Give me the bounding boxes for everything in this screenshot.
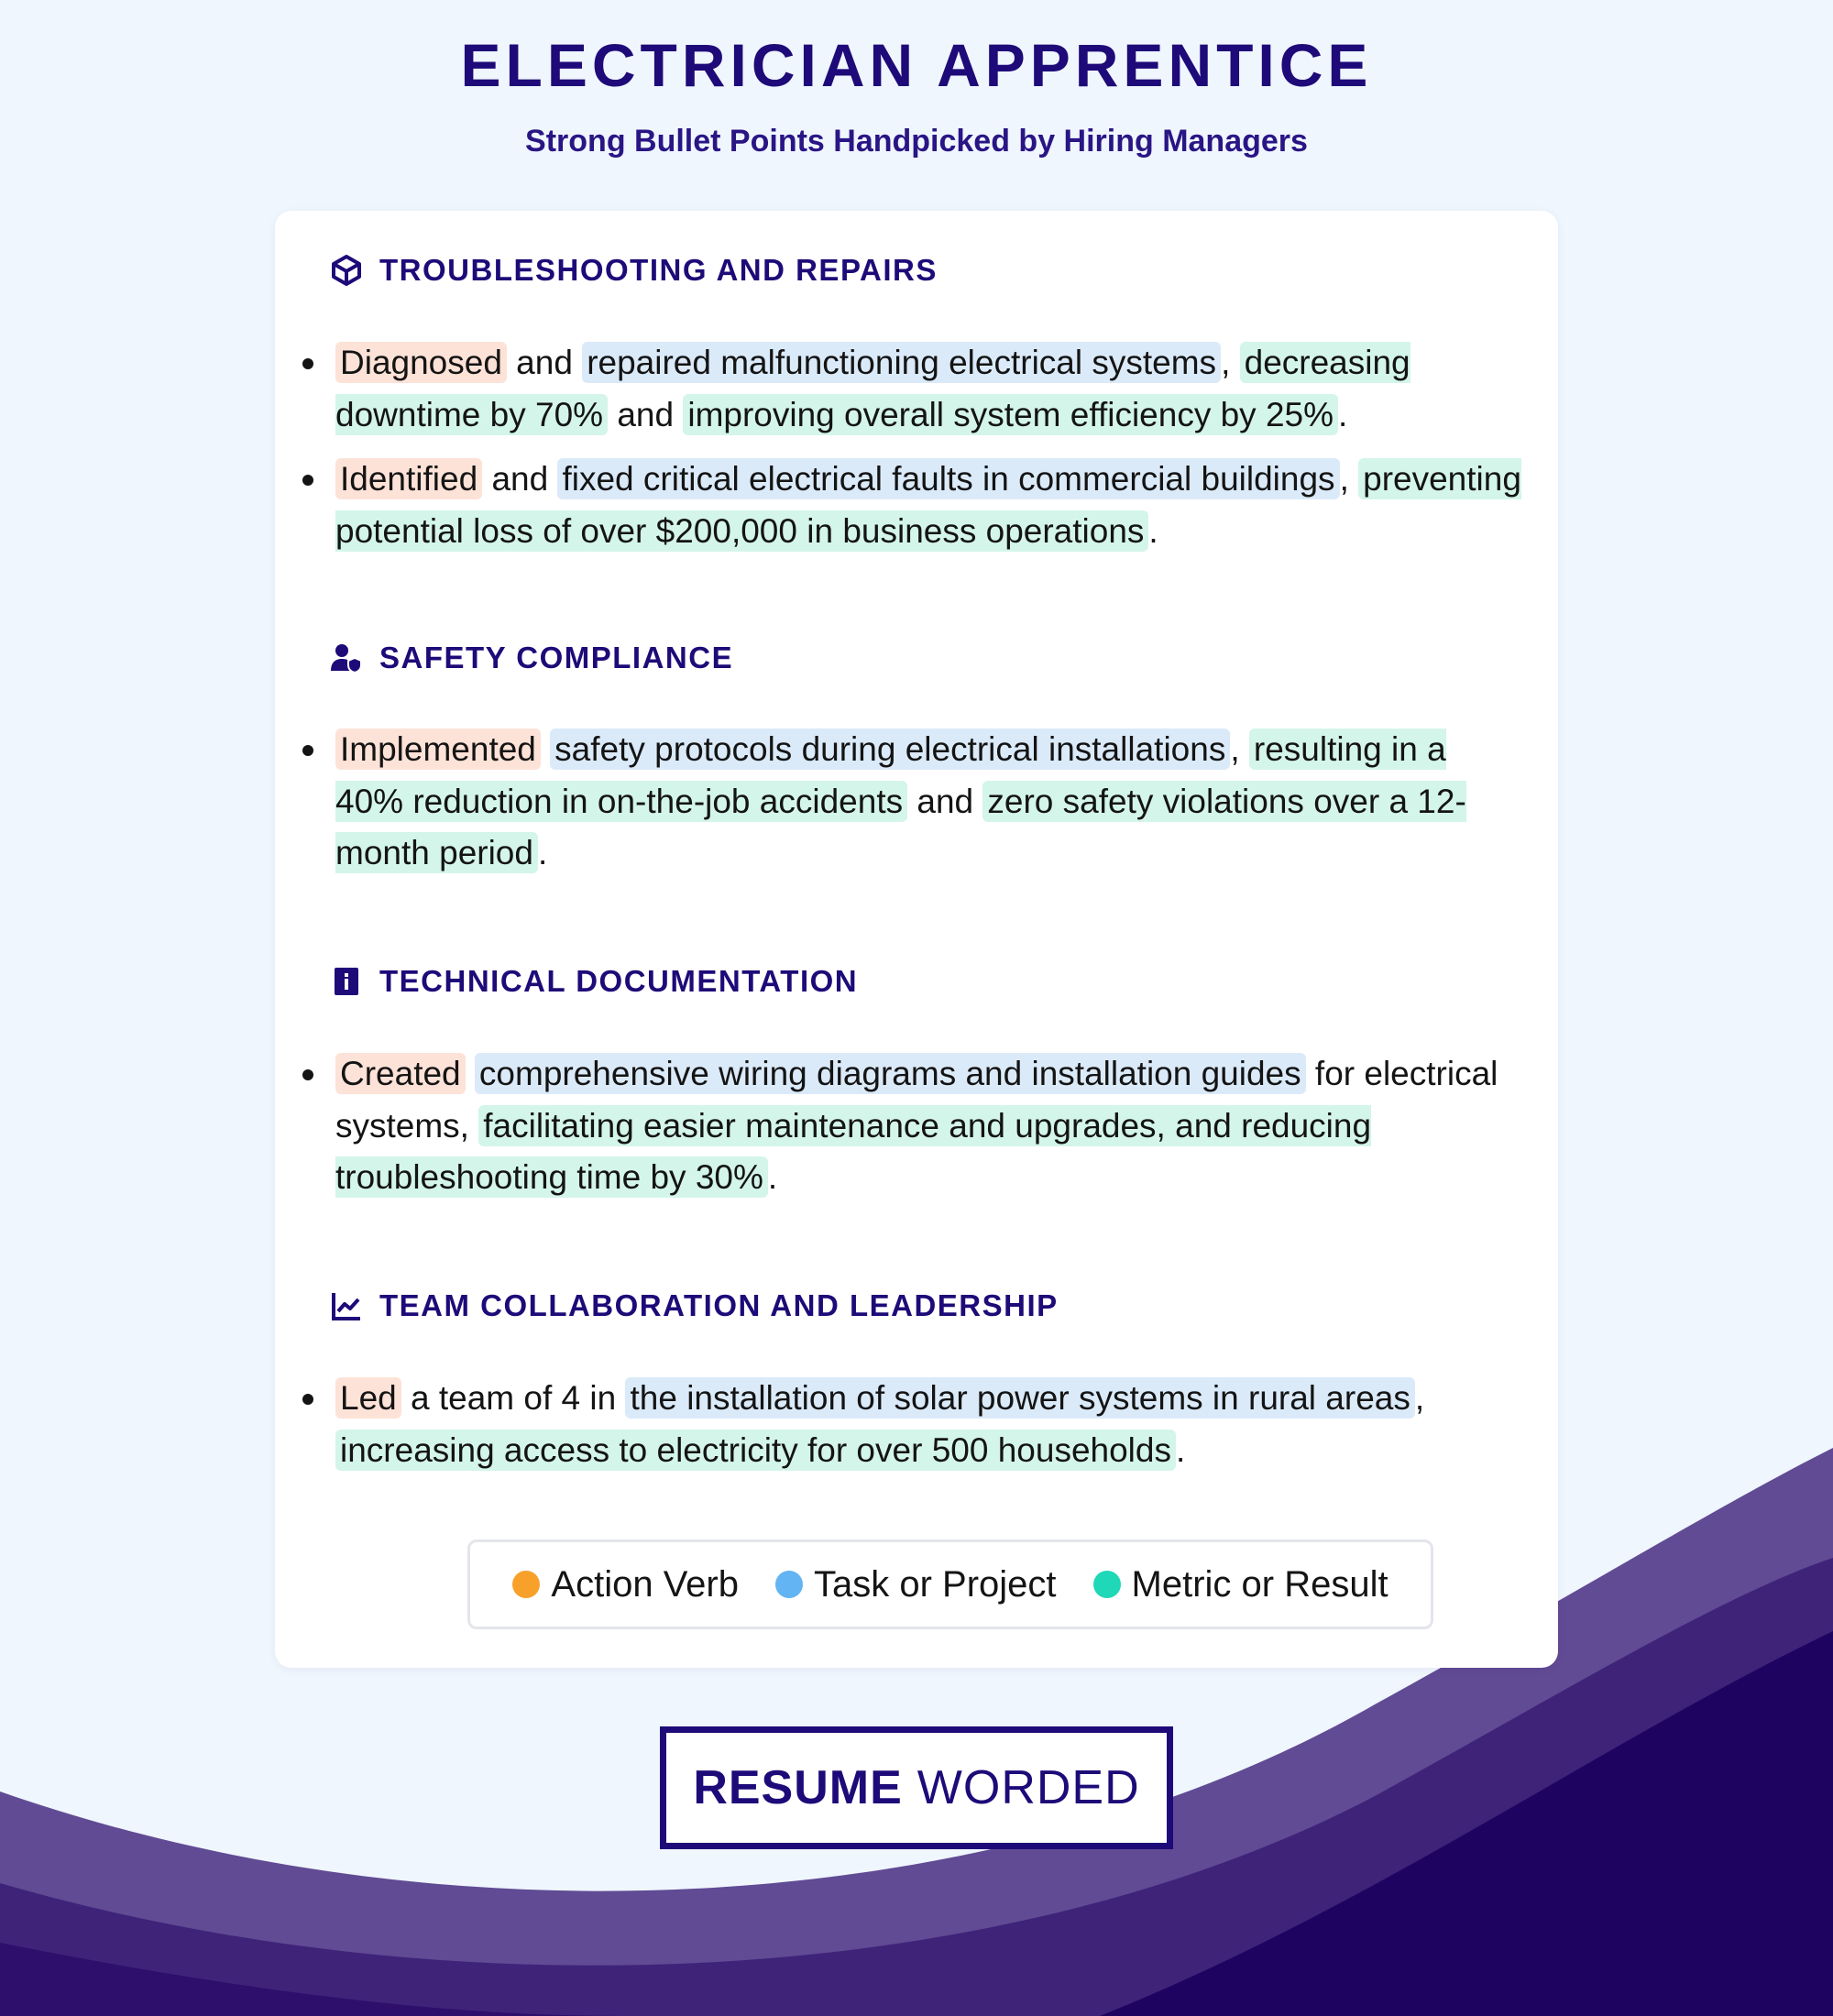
logo-light-text: WORDED	[916, 1761, 1140, 1814]
metric-or-result: decreasing downtime by 70%	[335, 344, 1410, 433]
section-title: TECHNICAL DOCUMENTATION	[379, 964, 859, 998]
book-icon	[330, 965, 363, 998]
plain-text: .	[1175, 1430, 1186, 1469]
plain-text	[541, 730, 550, 768]
legend-dot	[512, 1571, 540, 1598]
user-shield-icon	[330, 641, 363, 674]
plain-text: ,	[1230, 730, 1249, 768]
resume-worded-logo[interactable]	[660, 1726, 1173, 1849]
plain-text: for electrical systems,	[335, 1055, 1498, 1145]
section-title: TROUBLESHOOTING AND REPAIRS	[379, 253, 938, 287]
metric-or-result: preventing potential loss of over $200,000 in business operations	[335, 460, 1521, 550]
action-verb: Diagnosed	[335, 342, 507, 383]
bullet-points-card	[275, 211, 1558, 1668]
plain-text: .	[767, 1158, 778, 1196]
plain-text: .	[1338, 395, 1348, 433]
legend-item-action-verb	[512, 1564, 739, 1605]
metric-or-result: improving overall system efficiency by 25%	[683, 394, 1338, 435]
task-or-project: the installation of solar power systems in rural areas	[625, 1377, 1414, 1419]
legend-dot	[775, 1571, 803, 1598]
section-title: TEAM COLLABORATION AND LEADERSHIP	[379, 1288, 1059, 1322]
metric-or-result: zero safety violations over a 12-month period	[335, 782, 1466, 871]
legend-label: Action Verb	[551, 1563, 739, 1605]
section-heading	[330, 1283, 1059, 1329]
action-verb: Implemented	[335, 729, 541, 770]
task-or-project: comprehensive wiring diagrams and installation guides	[475, 1053, 1306, 1094]
task-or-project: safety protocols during electrical installations	[550, 729, 1230, 770]
section-heading	[330, 635, 733, 681]
plain-text: .	[537, 834, 548, 871]
plain-text	[466, 1055, 475, 1092]
plain-text: and	[482, 460, 558, 498]
bullet-list	[275, 1373, 1521, 1489]
highlight-legend	[467, 1539, 1433, 1629]
bullet-item	[275, 454, 1521, 557]
bullet-item	[275, 337, 1521, 441]
task-or-project: repaired malfunctioning electrical systems	[582, 342, 1221, 383]
bullet-list	[275, 1048, 1521, 1217]
plain-text: .	[1148, 511, 1158, 550]
plain-text: and	[907, 782, 983, 820]
plain-text: ,	[1221, 344, 1240, 381]
page-header	[0, 27, 1833, 159]
metric-or-result: resulting in a 40% reduction in on-the-job accidents	[335, 730, 1446, 820]
bullet-list	[275, 337, 1521, 570]
section-heading	[330, 959, 858, 1004]
metric-or-result: increasing access to electricity for over 500 households	[335, 1430, 1176, 1471]
legend-label: Metric or Result	[1131, 1563, 1388, 1605]
section-heading	[330, 247, 938, 293]
plain-text: ,	[1414, 1379, 1425, 1417]
bullet-item	[275, 1373, 1521, 1476]
cube-icon	[330, 254, 363, 287]
bullet-list	[275, 724, 1521, 893]
action-verb: Identified	[335, 458, 482, 499]
legend-label: Task or Project	[813, 1563, 1057, 1605]
task-or-project: fixed critical electrical faults in commercial buildings	[557, 458, 1339, 499]
chart-line-icon	[330, 1289, 363, 1322]
plain-text: and	[506, 344, 583, 381]
bullet-item	[275, 1048, 1521, 1204]
plain-text: and	[608, 395, 684, 433]
metric-or-result: facilitating easier maintenance and upgrades, and reducing troubleshooting time by 30%	[335, 1106, 1372, 1196]
legend-dot	[1093, 1571, 1121, 1598]
action-verb: Created	[335, 1053, 466, 1094]
action-verb: Led	[335, 1377, 401, 1419]
section-title: SAFETY COMPLIANCE	[379, 641, 734, 674]
bullet-item	[275, 724, 1521, 880]
legend-item-metric	[1093, 1564, 1388, 1605]
legend-item-task	[775, 1564, 1057, 1605]
page-title: ELECTRICIAN APPRENTICE	[460, 31, 1373, 99]
logo-bold-text: RESUME	[693, 1761, 903, 1814]
plain-text: a team of 4 in	[401, 1379, 626, 1417]
plain-text: ,	[1339, 460, 1359, 498]
page-subtitle: Strong Bullet Points Handpicked by Hiring Managers	[525, 124, 1308, 159]
